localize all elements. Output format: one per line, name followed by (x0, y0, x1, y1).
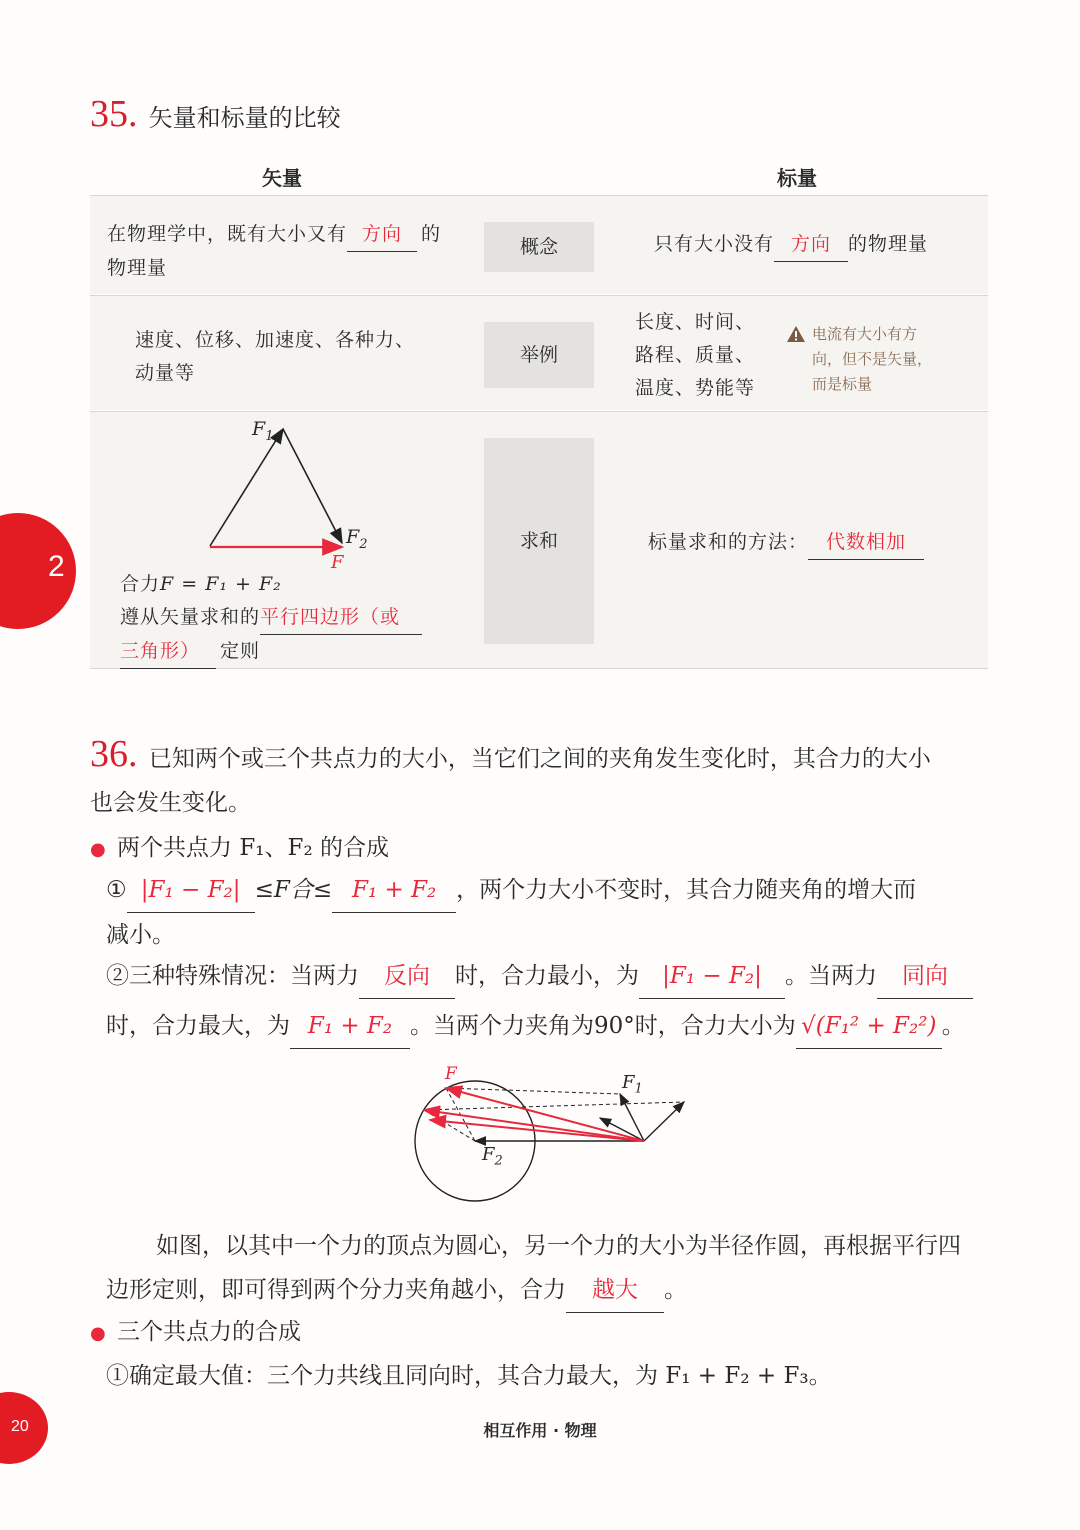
row-label-concept: 概念 (484, 222, 594, 272)
text: 只有大小没有 (654, 233, 775, 255)
concept-scalar-text (654, 228, 974, 262)
label-f2 (346, 526, 367, 552)
text: F (482, 1144, 495, 1165)
label-f: F (331, 552, 344, 573)
text: 如图，以其中一个力的顶点为圆心，另一个力的大小为半径作圆，再根据平行四 (156, 1233, 961, 1259)
text: 2 (359, 536, 368, 552)
text: 的 (421, 223, 442, 245)
text: ≤F合≤ (254, 877, 333, 903)
section-title: 矢量和标量的比较 (148, 104, 341, 132)
concept-vector-text (107, 218, 467, 285)
sum-vector-text (120, 568, 470, 669)
text: 。当两个力夹角为90°时，合力大小为 (410, 1013, 796, 1039)
text: 的物理量 (848, 233, 929, 255)
blank-answer: |F₁ − F₂| (127, 868, 255, 913)
text: 边形定则，即可得到两个分力夹角越小，合力 (106, 1277, 566, 1303)
bullet-three-forces (90, 1310, 301, 1356)
paragraph-explanation (106, 1224, 992, 1313)
text: ②三种特殊情况：当两力 (106, 963, 359, 989)
text: 也会发生变化。 (90, 790, 251, 816)
text: 时，合力最大，为 (106, 1013, 290, 1039)
label-f2 (482, 1144, 503, 1169)
text: 速度、位移、加速度、各种力、 (135, 329, 416, 351)
text: 三个共点力的合成 (117, 1319, 302, 1345)
circle-force-diagram (400, 1066, 700, 1206)
bullet-dot: ● (90, 1323, 106, 1344)
text: 减小。 (106, 922, 175, 948)
column-header-scalar: 标量 (777, 166, 817, 190)
example-vector-text (135, 324, 465, 390)
warning-icon (786, 325, 806, 343)
row-label-sum: 求和 (484, 438, 594, 644)
line-three-max: ①确定最大值：三个力共线且同向时，其合力最大，为 F₁ + F₂ + F₃。 (106, 1363, 832, 1389)
section-35-heading (90, 92, 341, 136)
text: 时，合力最小，为 (455, 963, 639, 989)
text: 长度、时间、 (635, 311, 756, 333)
label-f1 (252, 418, 273, 444)
example-scalar-text (635, 306, 795, 405)
bullet-dot: ● (90, 839, 106, 860)
column-header-vector: 矢量 (262, 166, 302, 190)
table-divider (90, 411, 988, 412)
blank-answer: 反向 (359, 954, 455, 999)
triangle-vector-diagram (198, 418, 398, 578)
section-36-intro (90, 732, 990, 825)
text: 向，但不是矢量， (812, 350, 933, 368)
text: 两个共点力 F₁、F₂ 的合成 (117, 835, 390, 861)
text: 动量等 (135, 362, 196, 384)
text: 。 (941, 1013, 965, 1039)
table-divider (90, 295, 988, 296)
bullet-two-forces (90, 826, 389, 872)
text: 。当两力 (785, 963, 877, 989)
text: 1 (265, 428, 274, 444)
text: 2 (494, 1153, 503, 1169)
text: 定则 (220, 640, 261, 662)
warning-note (786, 322, 976, 397)
text: 在物理学中，既有大小又有 (107, 223, 348, 245)
text: 而是标量 (812, 375, 873, 393)
text: F (252, 418, 266, 440)
text: 1 (634, 1081, 643, 1097)
text: F (622, 1072, 635, 1093)
label-f1 (622, 1072, 643, 1097)
text: 电流有大小有方 (812, 325, 918, 343)
formula: F = F₁ + F₂ (160, 573, 282, 595)
text: 路程、质量、 (635, 344, 756, 366)
text: ① (106, 877, 127, 903)
blank-answer: 同向 (877, 954, 973, 999)
blank-answer: 方向 (774, 228, 848, 262)
blank-answer: 越大 (566, 1268, 664, 1313)
blank-answer: 平行四边形（或 (260, 601, 422, 635)
blank-answer: √(F₁² + F₂²) (796, 1004, 942, 1049)
blank-answer: |F₁ − F₂| (639, 954, 785, 999)
chapter-number: 2 (48, 550, 65, 583)
text: F (346, 526, 360, 548)
text: 合力 (120, 573, 161, 595)
table-divider (90, 195, 988, 196)
blank-answer: 方向 (347, 218, 417, 252)
footer-title: 相互作用 · 物理 (483, 1421, 597, 1440)
section-number: 36. (90, 733, 138, 775)
text: 。 (664, 1277, 687, 1303)
blank-answer: 三角形） (120, 635, 216, 669)
line-special-cases (106, 954, 992, 999)
section-number: 35. (90, 93, 138, 135)
line-range (106, 868, 992, 957)
line-max-perpendicular (106, 1004, 992, 1049)
row-label-example: 举例 (484, 322, 594, 388)
blank-answer: F₁ + F₂ (290, 1004, 410, 1049)
text: ，两个力大小不变时，其合力随夹角的增大而 (456, 877, 917, 903)
text: 遵从矢量求和的 (120, 606, 261, 628)
text: 温度、势能等 (635, 377, 756, 399)
text: 已知两个或三个共点力的大小，当它们之间的夹角发生变化时，其合力的大小 (148, 746, 931, 772)
page-number: 20 (11, 1418, 29, 1435)
sum-scalar-text (648, 526, 968, 560)
text: 物理量 (107, 257, 168, 279)
blank-answer: F₁ + F₂ (332, 868, 456, 913)
label-f: F (445, 1064, 457, 1084)
blank-answer: 代数相加 (808, 526, 924, 560)
text: 标量求和的方法： (648, 531, 809, 553)
